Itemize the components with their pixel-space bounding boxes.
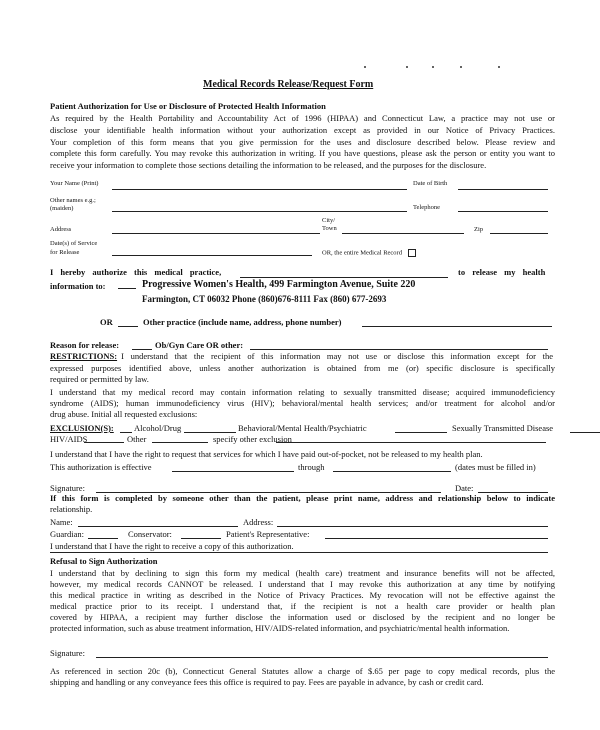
release-label: to release my health (458, 267, 546, 277)
auth-line: As required by the Health Portability and Accountability Act of 1996 (HIPAA) and Connecticut Law, a practice may not use or (50, 113, 555, 123)
effective-start-field[interactable] (172, 471, 294, 472)
name-print-field[interactable] (112, 189, 407, 190)
conservator-label: Conservator: (128, 529, 172, 539)
relationship-label: relationship. (50, 504, 93, 514)
fees-line: shipping and handling or any conveyance fees this office is required to pay. Fees are payable in advance, by cash or credit card. (50, 677, 484, 687)
city-label: City/ (322, 217, 336, 224)
auth-line: complete this form carefully. You may revoke this authorization in writing. If you have questions, please ask the person or entity you want to (50, 148, 555, 158)
entire-record-label: OR, the entire Medical Record (322, 249, 402, 257)
dob-label: Date of Birth (413, 180, 448, 187)
rep-address-label: Address: (243, 517, 274, 527)
city-field[interactable] (342, 233, 464, 234)
refusal-line: I understand that by declining to sign this form my medical (health care) treatment and insurance benefits will not be affected, (50, 568, 555, 578)
other-practice-select-line[interactable] (118, 326, 138, 327)
refusal-signature-field[interactable] (96, 657, 548, 658)
practice-select-line[interactable] (118, 288, 136, 289)
refusal-line: covered by HIPAA, a recipient may further disclose the information used or disclosed by the recipient and no longer be (50, 612, 555, 622)
obgyn-select-line[interactable] (132, 349, 152, 350)
entire-record (322, 249, 416, 257)
behavioral-label: Behavioral/Mental Health/Psychiatric (238, 423, 367, 433)
exclusions-label: EXCLUSION(S): (50, 423, 114, 433)
std-field[interactable] (570, 432, 600, 433)
completed-by-other: If this form is completed by someone other than the patient, please print name, address and relationship below to indicate (50, 493, 555, 503)
dates-note: (dates must be filled in) (455, 462, 536, 472)
refusal-heading: Refusal to Sign Authorization (50, 556, 158, 566)
behavioral-field[interactable] (395, 432, 447, 433)
dob-field[interactable] (458, 189, 548, 190)
auth-heading: Patient Authorization for Use or Disclosure of Protected Health Information (50, 101, 326, 111)
alcohol-initial-field[interactable] (120, 432, 132, 433)
other-practice-field[interactable] (362, 326, 552, 327)
through-label: through (298, 462, 325, 472)
reason-other-field[interactable] (250, 349, 548, 350)
restrictions-line: required or permitted by law. (50, 374, 149, 384)
refusal-line: however, my medical records CANNOT be released. I understand that I may revoke this authorization at any time by notifying (50, 579, 555, 589)
restrictions-text: I understand that the recipient of this information may not use or disclose this information except for the (121, 351, 553, 361)
effective-label: This authorization is effective (50, 462, 152, 472)
restrictions-line: expressed purposes identified above, unless another authorization is obtained from me (or) specific disclosure is specifically (50, 363, 555, 373)
effective-end-field[interactable] (333, 471, 451, 472)
zip-label: Zip (474, 226, 484, 233)
maiden-label: (maiden) (50, 205, 74, 212)
other-exclusion-field[interactable] (152, 442, 208, 443)
or-other-label: OR other: (206, 340, 244, 350)
refusal-signature-label: Signature: (50, 648, 85, 658)
refusal-line: this medical practice in writing as described in the Notice of Privacy Practices. My revocation will not be effective against the (50, 590, 555, 600)
specify-label: specify other exclusion (213, 434, 292, 444)
signature-label: Signature: (50, 483, 85, 493)
restrictions-label: RESTRICTIONS: (50, 351, 118, 361)
dates-service-label: Date(s) of Service (50, 240, 98, 247)
refusal-line: protected information, such as abuse treatment information, HIV/AIDS-related information, and psychiatric/mental health information. (50, 623, 510, 633)
dates-release-label: for Release (50, 249, 80, 256)
sensitive-line: I understand that my medical record may contain information relating to sexually transmitted disease; acquired immunodeficiency (50, 387, 555, 397)
alcohol-label: Alcohol/Drug (134, 423, 182, 433)
entire-record-checkbox[interactable] (408, 249, 416, 257)
date-label: Date: (455, 483, 474, 493)
alcohol-field[interactable] (184, 432, 236, 433)
practice-name-field[interactable] (240, 277, 448, 278)
other-names-field[interactable] (112, 211, 407, 212)
town-label: Town (322, 225, 337, 232)
or-label: OR (100, 317, 113, 327)
telephone-field[interactable] (458, 211, 548, 212)
section-divider (50, 552, 548, 553)
telephone-label: Telephone (413, 204, 440, 211)
name-print-label: Your Name (Print) (50, 180, 99, 187)
sensitive-line: syndrome (AIDS); human immunodeficiency virus (HIV); behavioral/mental health services; and/or treatment for alcohol and/or (50, 398, 555, 408)
restrictions-line (50, 352, 553, 361)
form-title: Medical Records Release/Request Form (203, 79, 374, 90)
refusal-line: medical practice prior to its receipt. I understand that, if the recipient is not a health care provider or health plan (50, 601, 555, 611)
paid-statement: I understand that I have the right to request that services for which I have paid out-of-pocket, not be released to my health plan. (50, 449, 483, 459)
practice-address: Progressive Women's Health, 499 Farmington Avenue, Suite 220 (142, 279, 416, 290)
other-practice-label: Other practice (include name, address, phone number) (143, 317, 342, 327)
reason-label: Reason for release: (50, 340, 120, 350)
address-field[interactable] (112, 233, 320, 234)
zip-field[interactable] (490, 233, 548, 234)
copy-statement: I understand that I have the right to receive a copy of this authorization. (50, 541, 294, 551)
rep-address-field[interactable] (277, 526, 548, 527)
other-exclusion-label: Other (127, 434, 147, 444)
other-names-label: Other names e.g.; (50, 197, 96, 204)
scan-mark (363, 62, 503, 66)
rep-name-label: Name: (50, 517, 73, 527)
auth-line: disclose your identifiable health information without your authorization except as provided in our Notice of Privacy Practices. (50, 125, 555, 135)
guardian-label: Guardian: (50, 529, 84, 539)
patient-rep-label: Patient's Representative: (226, 529, 310, 539)
information-to-label: information to: (50, 281, 106, 291)
auth-line: Your completion of this form means that you give permission for the uses and disclosure described below. Please review and (50, 137, 555, 147)
authorize-label: I hereby authorize this medical practice, (50, 267, 222, 277)
practice-contact: Farmington, CT 06032 Phone (860)676-8111 Fax (860) 677-2693 (142, 294, 387, 304)
hiv-label: HIV/AIDS (50, 434, 88, 444)
dates-service-field[interactable] (112, 255, 312, 256)
address-label: Address (50, 226, 72, 233)
patient-rep-field[interactable] (325, 538, 548, 539)
specify-field[interactable] (276, 442, 546, 443)
conservator-field[interactable] (181, 538, 221, 539)
std-label: Sexually Transmitted Disease (452, 423, 554, 433)
guardian-field[interactable] (88, 538, 118, 539)
fees-line: As referenced in section 20c (b), Connecticut General Statutes allow a charge of $.65 per page to copy medical records, plus the (50, 666, 555, 676)
auth-line: receive your information to complete those sections detailing the information to be released, and the purposes for the disclosure. (50, 160, 487, 170)
obgyn-label: Ob/Gyn Care (155, 340, 205, 350)
sensitive-line: drug abuse. Initial all requested exclusions: (50, 409, 198, 419)
rep-name-field[interactable] (78, 526, 238, 527)
hiv-field[interactable] (84, 442, 124, 443)
